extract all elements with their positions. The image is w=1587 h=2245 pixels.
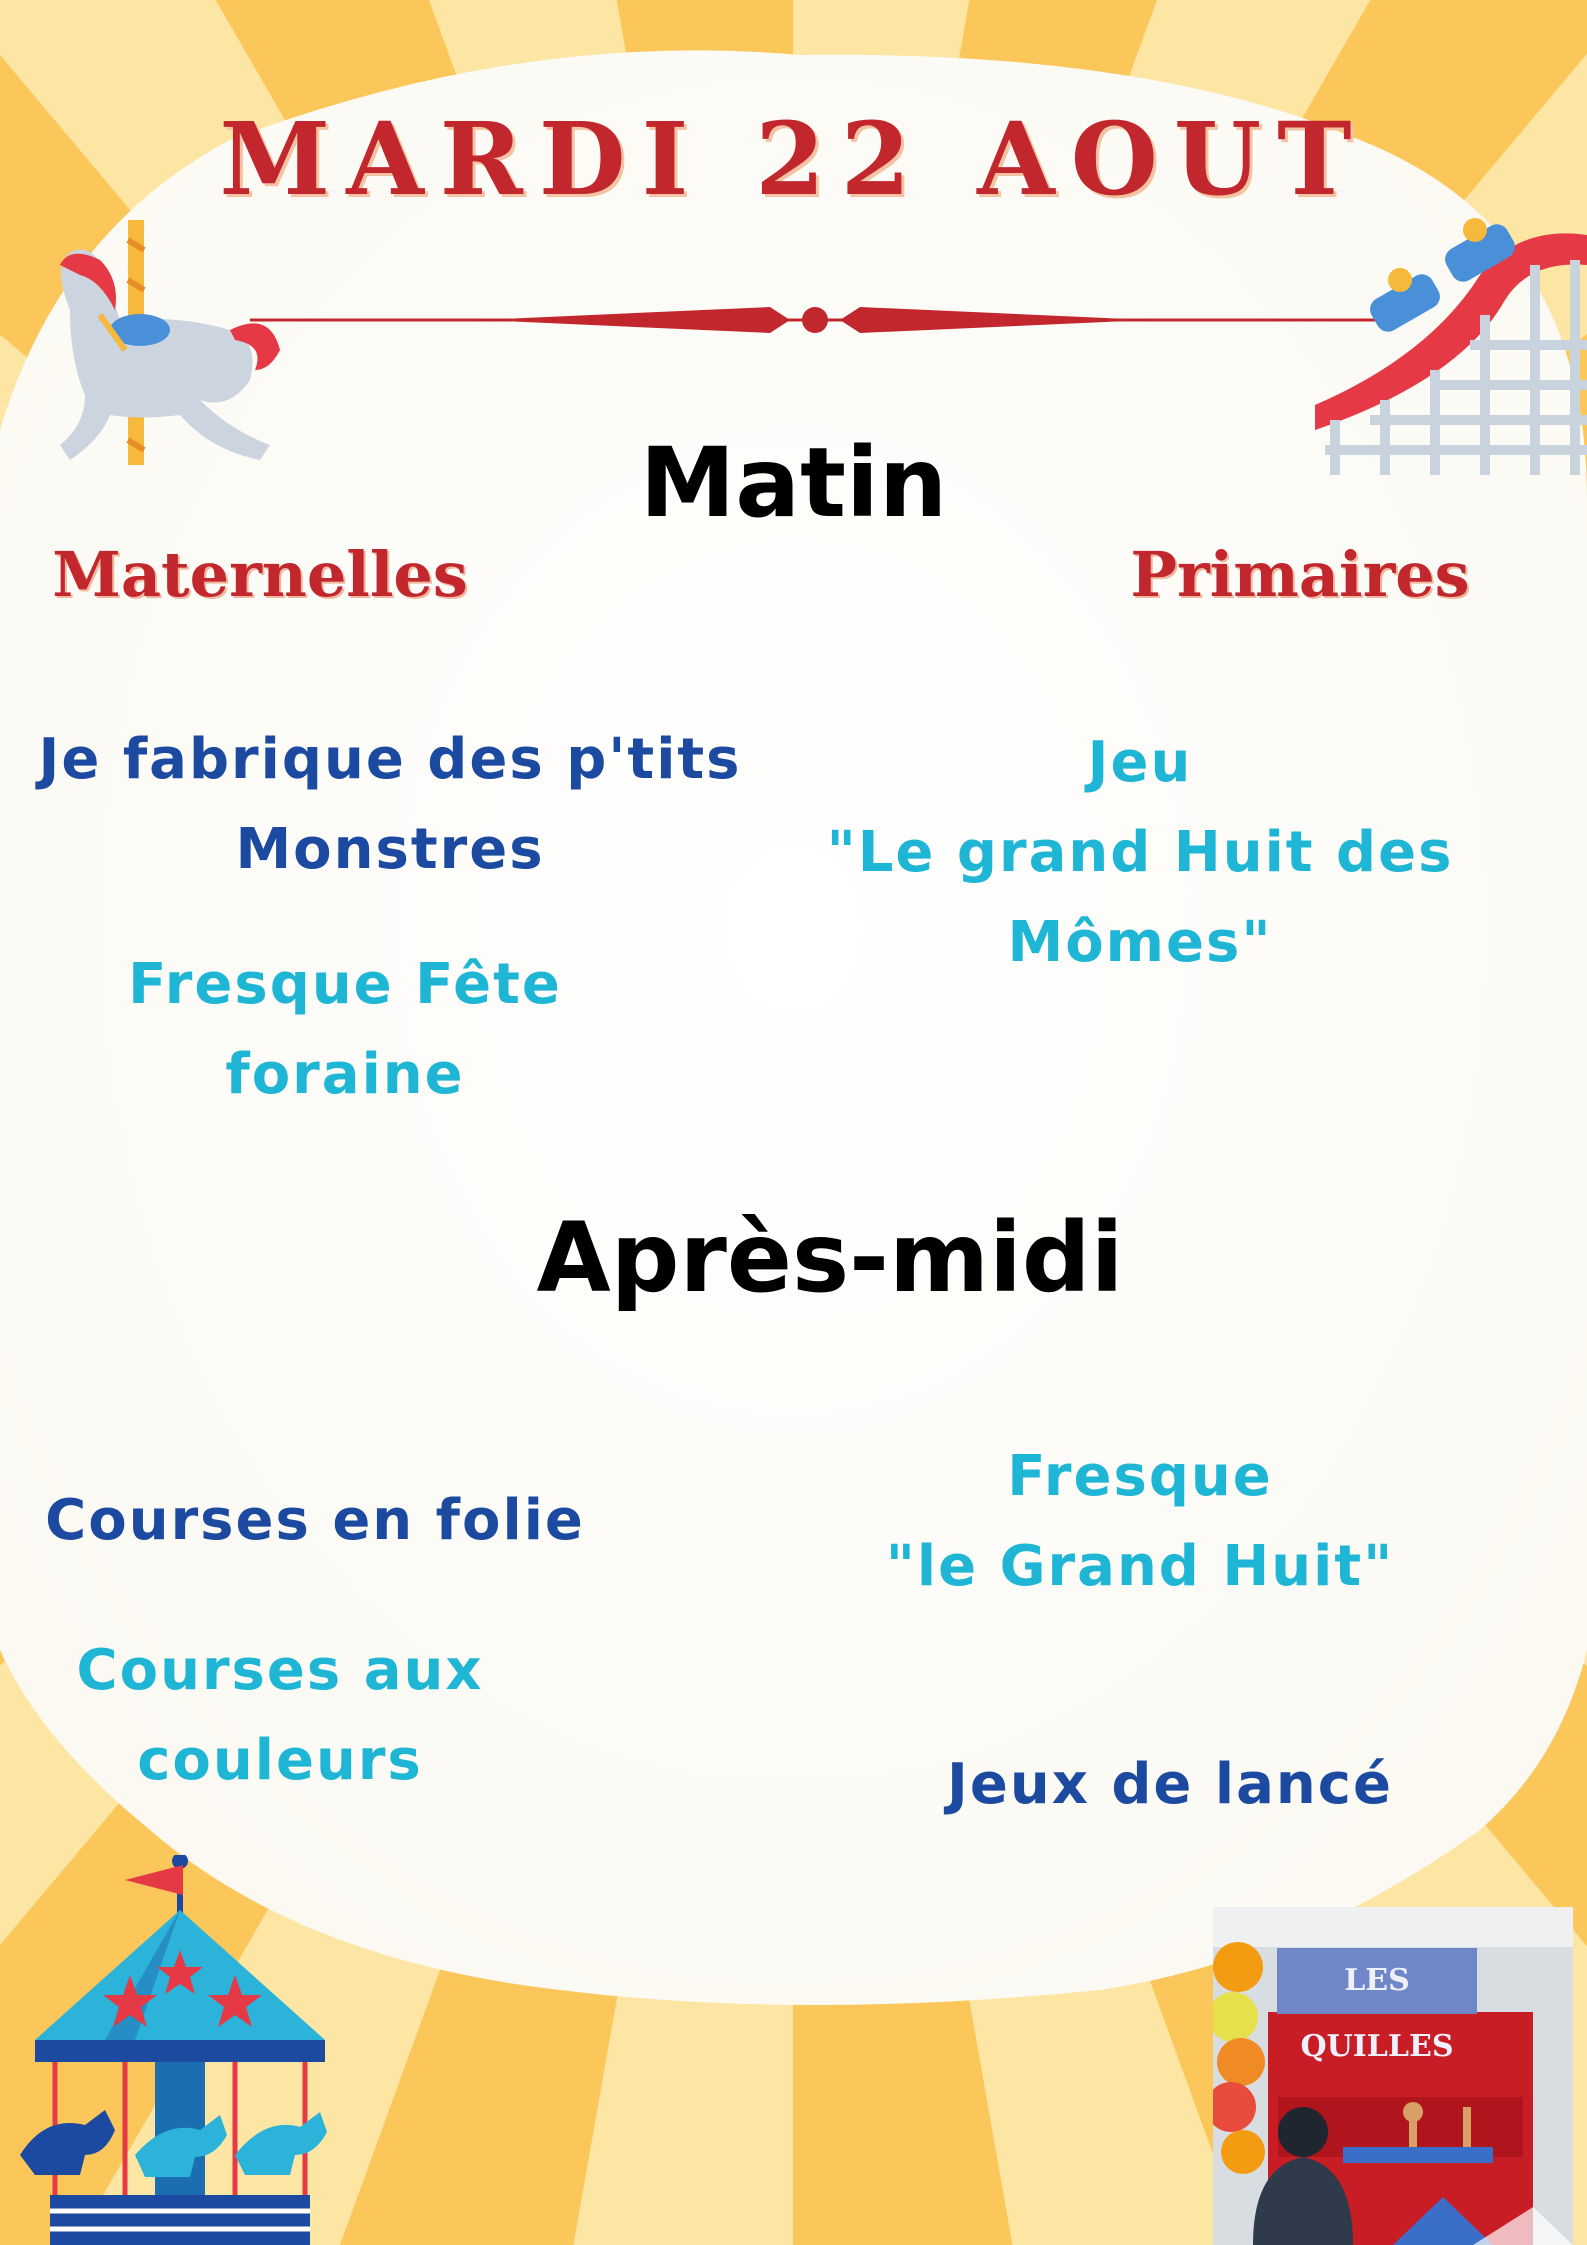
- primaires-label: Primaires: [1130, 538, 1470, 611]
- activity-maternelles-morning-1: Je fabrique des p'tits Monstres: [38, 727, 742, 882]
- activity-maternelles-morning-2: Fresque Fête foraine: [128, 952, 562, 1107]
- morning-heading: Matin: [639, 427, 948, 539]
- activity-primaires-afternoon-1: Fresque "le Grand Huit": [885, 1444, 1395, 1599]
- activity-maternelles-afternoon-2: Courses aux couleurs: [76, 1638, 484, 1793]
- title-divider-ornament: [250, 295, 1380, 345]
- maternelles-label: Maternelles: [52, 538, 468, 611]
- carousel-icon: [15, 1855, 345, 2245]
- page-title: MARDI 22 AOUT: [219, 100, 1368, 218]
- activity-primaires-morning-1: Jeu "Le grand Huit des Mômes": [826, 730, 1454, 975]
- activity-maternelles-afternoon-1: Courses en folie: [45, 1488, 585, 1553]
- les-quilles-sign: LES QUILLES: [1277, 1948, 1477, 2014]
- afternoon-heading: Après-midi: [536, 1202, 1124, 1314]
- activity-primaires-afternoon-2: Jeux de lancé: [947, 1752, 1393, 1817]
